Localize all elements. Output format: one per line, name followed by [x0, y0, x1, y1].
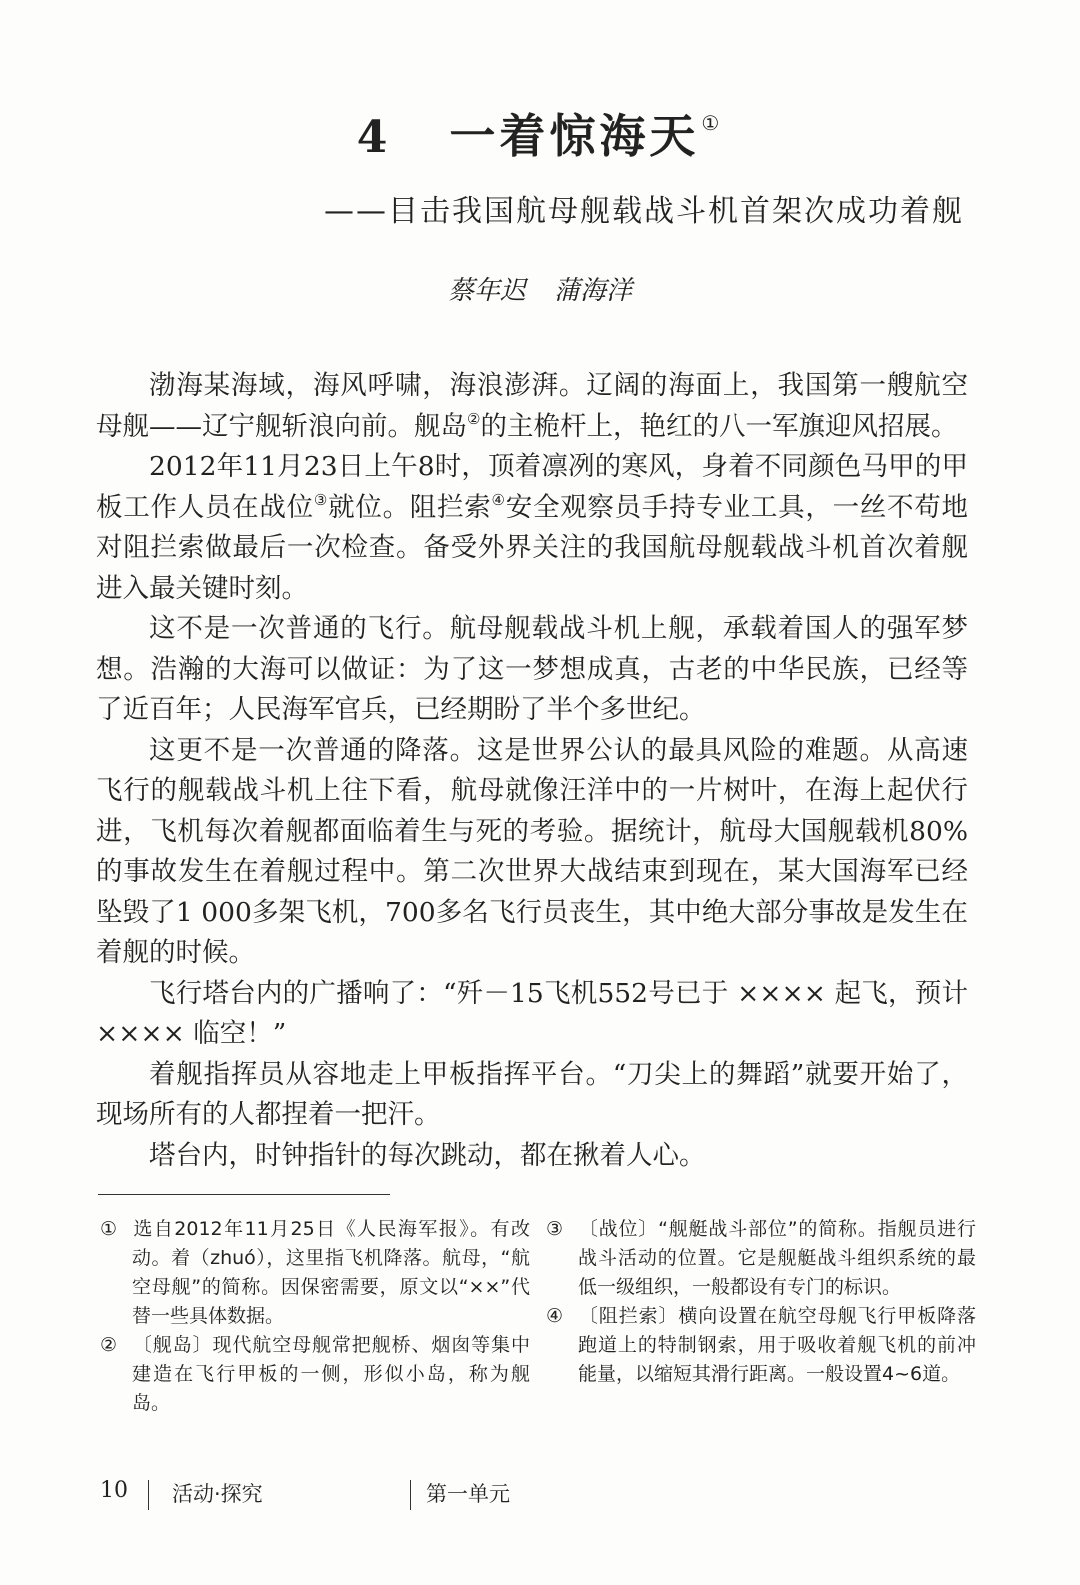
title-main: 一着惊海天: [449, 109, 700, 163]
footnote-text: 〔阻拦索〕横向设置在航空母舰飞行甲板降落跑道上的特制钢索，用于吸收着舰飞机的前冲能量，以缩短其滑行距离。一般设置4~6道。: [578, 1305, 976, 1385]
footnote-number: ②: [100, 1334, 118, 1356]
footnote: [546, 1215, 976, 1302]
authors: [0, 270, 1080, 307]
footnote: [546, 1302, 976, 1389]
body-paragraph: [96, 731, 968, 974]
footnote-reference: ②: [467, 409, 481, 428]
section-label: 活动·探究: [172, 1482, 263, 1506]
footnote-reference: ④: [491, 490, 506, 509]
paragraph-text: 这更不是一次普通的降落。这是世界公认的最具风险的难题。从高速飞行的舰载战斗机上往下看，航母就像汪洋中的一片树叶，在海上起伏行进，飞机每次着舰都面临着生与死的考验。据统计，航母大国舰载机80%的事故发生在着舰过程中。第二次世界大战结束到现在，某大国海军已经坠毁了1 000多架飞机，700多名飞行员丧生，其中绝大部分事故是发生在着舰的时候。: [96, 734, 968, 968]
footnote-number: ①: [100, 1218, 118, 1240]
body-paragraph: [96, 366, 968, 447]
paragraph-text: 2012年11月23日上午8时，顶着凛冽的寒风，身着不同颜色马甲的甲板工作人员在战位: [96, 451, 968, 523]
footer-divider: [148, 1480, 149, 1510]
paragraph-text: 渤海某海域，海风呼啸，海浪澎湃。辽阔的海面上，我国第一艘航空母舰——辽宁舰斩浪向前。舰岛: [96, 370, 968, 442]
footnote: [100, 1215, 530, 1331]
page-number: 10: [100, 1478, 128, 1503]
footnote-text: 选自2012年11月25日《人民海军报》。有改动。着（zhuó），这里指飞机降落。航母，“航空母舰”的简称。因保密需要，原文以“××”代替一些具体数据。: [132, 1218, 530, 1327]
footnote-number: ③: [546, 1218, 564, 1240]
paragraph-text: 的主桅杆上，艳红的八一军旗迎风招展。: [480, 410, 958, 442]
footnote-text: 〔舰岛〕现代航空母舰常把舰桥、烟囱等集中建造在飞行甲板的一侧，形似小岛，称为舰岛。: [132, 1334, 530, 1414]
paragraph-text: 着舰指挥员从容地走上甲板指挥平台。“刀尖上的舞蹈”就要开始了，现场所有的人都捏着一把汗。: [96, 1058, 968, 1130]
title-footnote-mark: ①: [701, 111, 724, 135]
page-footer: [100, 1474, 800, 1514]
body-paragraph: [96, 609, 968, 731]
lesson-title: [0, 100, 1080, 166]
paragraph-text: 塔台内，时钟指针的每次跳动，都在揪着人心。: [149, 1139, 706, 1171]
author-1: 蔡年迟: [447, 276, 526, 306]
body-paragraph: [96, 1055, 968, 1136]
paragraph-text: 飞行塔台内的广播响了：“歼－15飞机552号已于 ×××× 起飞，预计 ×××× 临空！”: [96, 977, 968, 1049]
footnotes-right-column: [546, 1215, 976, 1389]
paragraph-text: 就位。阻拦索: [328, 491, 492, 523]
body-paragraph: [96, 974, 968, 1055]
footnote-text: 〔战位〕“舰艇战斗部位”的简称。指舰员进行战斗活动的位置。它是舰艇战斗组织系统的最低一级组织，一般都设有专门的标识。: [578, 1218, 976, 1298]
footnotes-left-column: [100, 1215, 530, 1418]
body-paragraph: [96, 1136, 968, 1177]
paragraph-text: 这不是一次普通的飞行。航母舰载战斗机上舰，承载着国人的强军梦想。浩瀚的大海可以做证：为了这一梦想成真，古老的中华民族，已经等了近百年；人民海军官兵，已经期盼了半个多世纪。: [96, 613, 968, 725]
title-text: [449, 109, 723, 163]
unit-label: 第一单元: [426, 1482, 510, 1506]
author-2: 蒲海洋: [554, 276, 633, 306]
paragraph-text: 安全观察员手持专业工具，一丝不苟地对阻拦索做最后一次检查。备受外界关注的我国航母舰载战斗机首次着舰进入最关键时刻。: [96, 491, 969, 604]
body-paragraph: [96, 447, 968, 609]
subtitle: ——目击我国航母舰载战斗机首架次成功着舰: [324, 194, 964, 229]
article-body: [96, 366, 968, 1176]
footnote-number: ④: [546, 1305, 564, 1327]
footer-divider: [410, 1480, 411, 1510]
footnote: [100, 1331, 530, 1418]
chapter-number: 4: [356, 112, 390, 163]
footnote-reference: ③: [313, 490, 329, 509]
footnote-divider: [98, 1194, 390, 1195]
